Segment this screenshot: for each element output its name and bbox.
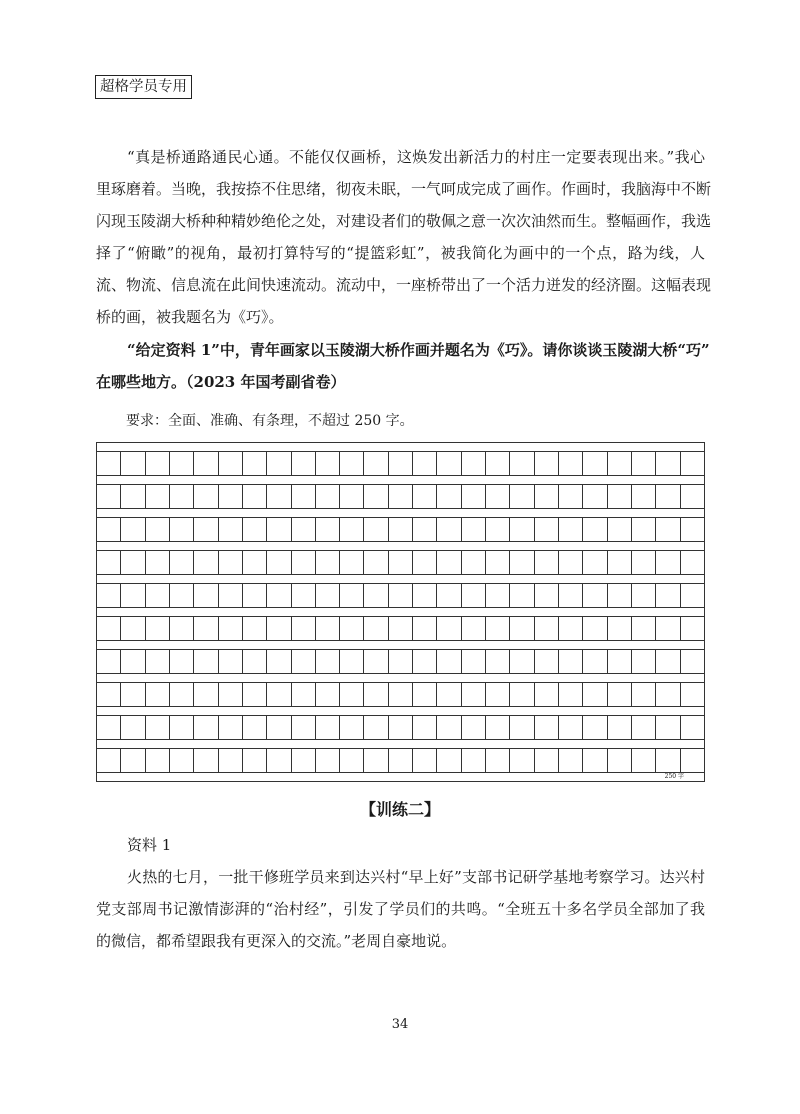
grid-cell[interactable] (146, 452, 170, 475)
grid-cell[interactable] (219, 683, 243, 706)
question-line: “给定资料 1”中，青年画家以玉陵湖大桥作画并题名为《巧》。请你谈谈玉陵湖大桥“巧” (127, 341, 710, 359)
grid-cell[interactable] (389, 485, 413, 508)
grid-cell[interactable] (194, 617, 218, 640)
grid-cell[interactable] (292, 716, 316, 739)
grid-cell[interactable] (219, 452, 243, 475)
material-line: 的微信，都希望跟我有更深入的交流。”老周自豪地说。 (96, 932, 457, 950)
grid-cell[interactable] (486, 452, 510, 475)
grid-cell[interactable] (462, 716, 486, 739)
grid-cell[interactable] (681, 716, 704, 739)
grid-cell[interactable] (413, 716, 437, 739)
grid-cell[interactable] (97, 716, 121, 739)
grid-cell[interactable] (535, 617, 559, 640)
grid-cell[interactable] (608, 518, 632, 541)
grid-cell[interactable] (632, 617, 656, 640)
grid-cell[interactable] (681, 452, 704, 475)
grid-cell[interactable] (121, 518, 145, 541)
grid-cell[interactable] (559, 749, 583, 772)
grid-cell[interactable] (170, 650, 194, 673)
grid-cell[interactable] (292, 650, 316, 673)
grid-cell[interactable] (219, 617, 243, 640)
grid-cell[interactable] (267, 584, 291, 607)
grid-row (97, 649, 704, 674)
grid-cell[interactable] (146, 716, 170, 739)
grid-cell[interactable] (364, 485, 388, 508)
grid-cell[interactable] (389, 551, 413, 574)
grid-cell[interactable] (267, 551, 291, 574)
grid-cell[interactable] (510, 650, 534, 673)
grid-cell[interactable] (170, 485, 194, 508)
grid-cell[interactable] (389, 617, 413, 640)
grid-cell[interactable] (681, 650, 704, 673)
material-title: 资料 1 (127, 836, 172, 854)
material-line: 党支部周书记激情澎湃的“治村经”，引发了学员们的共鸣。“全班五十多名学员全部加了我 (96, 900, 705, 918)
grid-cell[interactable] (121, 650, 145, 673)
grid-cell[interactable] (243, 617, 267, 640)
grid-cell[interactable] (656, 518, 680, 541)
grid-cell[interactable] (437, 749, 461, 772)
grid-row (97, 484, 704, 509)
grid-cell[interactable] (219, 485, 243, 508)
grid-cell[interactable] (340, 452, 364, 475)
grid-cell[interactable] (219, 551, 243, 574)
grid-cell[interactable] (583, 584, 607, 607)
grid-cell[interactable] (656, 683, 680, 706)
grid-cell[interactable] (486, 617, 510, 640)
grid-row (97, 583, 704, 608)
grid-cell[interactable] (121, 485, 145, 508)
grid-cell[interactable] (486, 749, 510, 772)
grid-cell[interactable] (510, 452, 534, 475)
grid-cell[interactable] (656, 617, 680, 640)
grid-cell[interactable] (170, 551, 194, 574)
grid-cell[interactable] (462, 452, 486, 475)
passage-line: 流、物流、信息流在此间快速流动。流动中，一座桥带出了一个活力迸发的经济圈。这幅表现 (96, 276, 712, 294)
grid-cell[interactable] (389, 716, 413, 739)
grid-cell[interactable] (316, 650, 340, 673)
grid-cell[interactable] (413, 485, 437, 508)
grid-cell[interactable] (389, 683, 413, 706)
grid-row (97, 748, 704, 773)
grid-cell[interactable] (656, 716, 680, 739)
grid-cell[interactable] (97, 551, 121, 574)
grid-cell[interactable] (413, 683, 437, 706)
answer-grid[interactable] (96, 442, 705, 782)
grid-cell[interactable] (267, 683, 291, 706)
grid-cell[interactable] (413, 749, 437, 772)
grid-cell[interactable] (486, 518, 510, 541)
grid-cell[interactable] (243, 485, 267, 508)
grid-cell[interactable] (632, 716, 656, 739)
grid-cell[interactable] (510, 551, 534, 574)
grid-cell[interactable] (413, 518, 437, 541)
passage-line: “真是桥通路通民心通。不能仅仅画桥，这焕发出新活力的村庄一定要表现出来。”我心 (127, 148, 705, 166)
grid-cell[interactable] (462, 518, 486, 541)
grid-cell[interactable] (656, 749, 680, 772)
grid-cell[interactable] (608, 452, 632, 475)
grid-cell[interactable] (486, 683, 510, 706)
question-line: 在哪些地方。（2023 年国考副省卷） (96, 373, 346, 391)
grid-cell[interactable] (413, 617, 437, 640)
grid-cell[interactable] (316, 551, 340, 574)
grid-cell[interactable] (462, 617, 486, 640)
grid-cell[interactable] (121, 617, 145, 640)
grid-cell[interactable] (316, 584, 340, 607)
grid-cell[interactable] (267, 749, 291, 772)
grid-cell[interactable] (97, 617, 121, 640)
grid-cell[interactable] (364, 617, 388, 640)
grid-cell[interactable] (364, 584, 388, 607)
grid-cell[interactable] (656, 650, 680, 673)
grid-cell[interactable] (608, 716, 632, 739)
grid-cell[interactable] (194, 485, 218, 508)
grid-cell[interactable] (389, 650, 413, 673)
grid-cell[interactable] (559, 518, 583, 541)
grid-cell[interactable] (681, 617, 704, 640)
grid-cell[interactable] (559, 683, 583, 706)
grid-cell[interactable] (535, 452, 559, 475)
question (96, 334, 710, 398)
grid-cell[interactable] (170, 716, 194, 739)
exclusive-badge: 超格学员专用 (95, 75, 192, 99)
grid-cell[interactable] (121, 584, 145, 607)
grid-cell[interactable] (316, 617, 340, 640)
grid-cell[interactable] (364, 650, 388, 673)
grid-cell[interactable] (292, 683, 316, 706)
grid-cell[interactable] (559, 650, 583, 673)
grid-row (97, 682, 704, 707)
grid-cell[interactable] (146, 485, 170, 508)
section-title: 【训练二】 (359, 800, 440, 819)
grid-cell[interactable] (364, 518, 388, 541)
grid-cell[interactable] (681, 518, 704, 541)
grid-cell[interactable] (316, 683, 340, 706)
grid-cell[interactable] (510, 683, 534, 706)
grid-cell[interactable] (583, 716, 607, 739)
grid-cell[interactable] (267, 617, 291, 640)
grid-row (97, 616, 704, 641)
grid-cell[interactable] (219, 518, 243, 541)
passage (96, 141, 712, 333)
grid-cell[interactable] (535, 683, 559, 706)
requirement-text: 要求：全面、准确、有条理，不超过 250 字。 (126, 413, 414, 429)
grid-cell[interactable] (170, 584, 194, 607)
grid-row (97, 451, 704, 476)
grid-cell[interactable] (146, 617, 170, 640)
grid-cell[interactable] (462, 485, 486, 508)
grid-cell[interactable] (632, 749, 656, 772)
grid-cell[interactable] (389, 518, 413, 541)
grid-cell[interactable] (170, 749, 194, 772)
grid-cell[interactable] (194, 749, 218, 772)
grid-cell[interactable] (608, 683, 632, 706)
grid-cell[interactable] (121, 683, 145, 706)
grid-cell[interactable] (632, 683, 656, 706)
grid-cell[interactable] (559, 551, 583, 574)
grid-cell[interactable] (146, 650, 170, 673)
grid-cell[interactable] (437, 551, 461, 574)
grid-cell[interactable] (364, 683, 388, 706)
grid-cell[interactable] (389, 584, 413, 607)
grid-cell[interactable] (486, 551, 510, 574)
grid-cell[interactable] (389, 452, 413, 475)
grid-cell[interactable] (194, 551, 218, 574)
grid-cell[interactable] (510, 716, 534, 739)
grid-cell[interactable] (219, 650, 243, 673)
grid-cell[interactable] (97, 518, 121, 541)
grid-cell[interactable] (462, 650, 486, 673)
grid-cell[interactable] (219, 749, 243, 772)
grid-cell[interactable] (535, 650, 559, 673)
grid-cell[interactable] (535, 716, 559, 739)
grid-cell[interactable] (97, 584, 121, 607)
grid-cell[interactable] (608, 749, 632, 772)
grid-cell[interactable] (292, 551, 316, 574)
grid-cell[interactable] (583, 518, 607, 541)
grid-cell[interactable] (681, 551, 704, 574)
grid-cell[interactable] (219, 716, 243, 739)
grid-cell[interactable] (413, 584, 437, 607)
grid-cell[interactable] (583, 749, 607, 772)
grid-cell[interactable] (97, 683, 121, 706)
grid-cell[interactable] (608, 617, 632, 640)
grid-cell[interactable] (340, 518, 364, 541)
grid-cell[interactable] (292, 617, 316, 640)
grid-cell[interactable] (194, 716, 218, 739)
grid-cell[interactable] (681, 485, 704, 508)
grid-cell[interactable] (364, 749, 388, 772)
grid-cell[interactable] (146, 749, 170, 772)
grid-cell[interactable] (437, 650, 461, 673)
grid-cell[interactable] (583, 650, 607, 673)
grid-cell[interactable] (608, 584, 632, 607)
grid-cell[interactable] (656, 485, 680, 508)
grid-cell[interactable] (632, 452, 656, 475)
grid-cell[interactable] (340, 551, 364, 574)
grid-cell[interactable] (437, 485, 461, 508)
page-number: 34 (391, 1017, 409, 1032)
grid-cell[interactable] (462, 749, 486, 772)
grid-cell[interactable] (316, 485, 340, 508)
grid-cell[interactable] (632, 485, 656, 508)
grid-cell[interactable] (510, 749, 534, 772)
grid-cell[interactable] (146, 518, 170, 541)
grid-cell[interactable] (194, 650, 218, 673)
grid-cell[interactable] (510, 617, 534, 640)
grid-cell[interactable] (486, 716, 510, 739)
grid-cell[interactable] (583, 617, 607, 640)
grid-cell[interactable] (243, 518, 267, 541)
grid-cell[interactable] (462, 683, 486, 706)
grid-cell[interactable] (656, 452, 680, 475)
grid-cell[interactable] (681, 749, 704, 772)
grid-cell[interactable] (194, 584, 218, 607)
grid-cell[interactable] (608, 485, 632, 508)
grid-cell[interactable] (510, 485, 534, 508)
grid-cell[interactable] (632, 518, 656, 541)
grid-cell[interactable] (559, 584, 583, 607)
grid-cell[interactable] (243, 452, 267, 475)
grid-cell[interactable] (243, 650, 267, 673)
passage-line: 闪现玉陵湖大桥种种精妙绝伦之处，对建设者们的敬佩之意一次次油然而生。整幅画作，我选 (96, 212, 712, 230)
grid-cell[interactable] (559, 485, 583, 508)
grid-cell[interactable] (219, 584, 243, 607)
grid-cell[interactable] (292, 749, 316, 772)
grid-cell[interactable] (243, 584, 267, 607)
grid-cell[interactable] (437, 584, 461, 607)
grid-cell[interactable] (413, 650, 437, 673)
grid-cell[interactable] (608, 551, 632, 574)
grid-cell[interactable] (316, 749, 340, 772)
grid-cell[interactable] (437, 683, 461, 706)
grid-cell[interactable] (559, 716, 583, 739)
grid-cell[interactable] (243, 749, 267, 772)
grid-cell[interactable] (292, 485, 316, 508)
grid-cell[interactable] (462, 584, 486, 607)
grid-cell[interactable] (292, 452, 316, 475)
grid-cell[interactable] (316, 452, 340, 475)
grid-cell[interactable] (267, 716, 291, 739)
grid-cell[interactable] (583, 452, 607, 475)
grid-cell[interactable] (170, 683, 194, 706)
grid-cell[interactable] (462, 551, 486, 574)
grid-cell[interactable] (535, 518, 559, 541)
grid-cell[interactable] (340, 716, 364, 739)
grid-cell[interactable] (510, 518, 534, 541)
grid-cell[interactable] (267, 518, 291, 541)
grid-cell[interactable] (510, 584, 534, 607)
grid-cell[interactable] (292, 584, 316, 607)
grid-cell[interactable] (146, 683, 170, 706)
grid-cell[interactable] (486, 485, 510, 508)
grid-cell[interactable] (97, 650, 121, 673)
grid-cell[interactable] (364, 551, 388, 574)
grid-cell[interactable] (559, 452, 583, 475)
grid-cell[interactable] (267, 485, 291, 508)
grid-cell[interactable] (340, 650, 364, 673)
grid-cell[interactable] (97, 749, 121, 772)
grid-cell[interactable] (267, 650, 291, 673)
grid-cell[interactable] (340, 584, 364, 607)
grid-cell[interactable] (316, 716, 340, 739)
grid-cell[interactable] (535, 551, 559, 574)
grid-cell[interactable] (267, 452, 291, 475)
grid-cell[interactable] (486, 584, 510, 607)
grid-cell[interactable] (656, 551, 680, 574)
grid-row (97, 715, 704, 740)
grid-cell[interactable] (535, 485, 559, 508)
grid-cell[interactable] (437, 518, 461, 541)
grid-cell[interactable] (535, 749, 559, 772)
grid-cell[interactable] (583, 551, 607, 574)
grid-row (97, 550, 704, 575)
grid-cell[interactable] (437, 617, 461, 640)
grid-cell[interactable] (97, 485, 121, 508)
passage-line: 里琢磨着。当晚，我按捺不住思绪，彻夜未眠，一气呵成完成了画作。作画时，我脑海中不断 (96, 180, 712, 198)
grid-cell[interactable] (121, 452, 145, 475)
grid-cell[interactable] (146, 551, 170, 574)
grid-cell[interactable] (608, 650, 632, 673)
grid-cell[interactable] (340, 683, 364, 706)
grid-cell[interactable] (316, 518, 340, 541)
grid-cell[interactable] (121, 716, 145, 739)
grid-cell[interactable] (437, 716, 461, 739)
passage-line: 择了“俯瞰”的视角，最初打算特写的“提篮彩虹”，被我简化为画中的一个点，路为线，人 (96, 244, 705, 262)
grid-cell[interactable] (559, 617, 583, 640)
grid-cell[interactable] (194, 683, 218, 706)
material (96, 829, 705, 957)
grid-cell[interactable] (97, 452, 121, 475)
grid-cell[interactable] (243, 716, 267, 739)
grid-cell[interactable] (194, 452, 218, 475)
grid-cell[interactable] (170, 617, 194, 640)
grid-cell[interactable] (243, 551, 267, 574)
grid-cell[interactable] (340, 617, 364, 640)
grid-cell[interactable] (364, 452, 388, 475)
grid-cell[interactable] (437, 452, 461, 475)
grid-cell[interactable] (121, 749, 145, 772)
grid-cell[interactable] (194, 518, 218, 541)
grid-cell[interactable] (340, 485, 364, 508)
grid-cell[interactable] (656, 584, 680, 607)
grid-cell[interactable] (413, 551, 437, 574)
grid-cell[interactable] (292, 518, 316, 541)
passage-line: 桥的画，被我题名为《巧》。 (96, 308, 284, 326)
grid-cell[interactable] (413, 452, 437, 475)
grid-cell[interactable] (583, 485, 607, 508)
grid-cell[interactable] (681, 683, 704, 706)
grid-cell[interactable] (535, 584, 559, 607)
grid-cell[interactable] (486, 650, 510, 673)
grid-cell[interactable] (243, 683, 267, 706)
grid-cell[interactable] (632, 551, 656, 574)
grid-cell[interactable] (681, 584, 704, 607)
grid-cell[interactable] (170, 452, 194, 475)
word-limit-label: 250 字 (664, 773, 684, 780)
grid-cell[interactable] (364, 716, 388, 739)
grid-cell[interactable] (340, 749, 364, 772)
grid-cell[interactable] (170, 518, 194, 541)
grid-row (97, 517, 704, 542)
grid-cell[interactable] (632, 584, 656, 607)
grid-cell[interactable] (121, 551, 145, 574)
grid-cell[interactable] (389, 749, 413, 772)
grid-cell[interactable] (632, 650, 656, 673)
grid-cell[interactable] (146, 584, 170, 607)
grid-cell[interactable] (583, 683, 607, 706)
material-line: 火热的七月，一批干修班学员来到达兴村“早上好”支部书记研学基地考察学习。达兴村 (127, 868, 705, 886)
